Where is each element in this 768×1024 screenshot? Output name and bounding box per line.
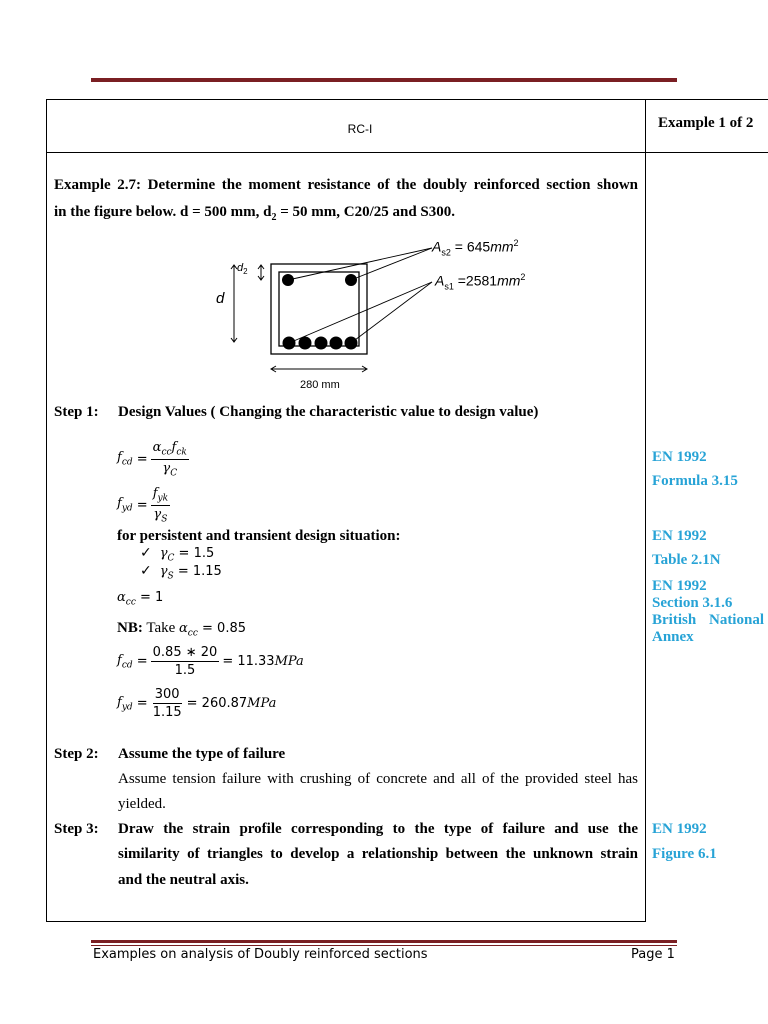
as1-label: $A_{s1} =2581mm^2$ <box>435 272 526 292</box>
footer-rule-thin <box>91 945 677 946</box>
ref-en1992-3: EN 1992 <box>652 578 707 594</box>
gamma-c-item: ✓ $\gamma_C = 1.5$ <box>140 545 215 564</box>
step1-title: Design Values ( Changing the characteristic value to design value) <box>118 404 539 420</box>
ref-british-national: British National <box>652 612 764 628</box>
ref-formula-3-15: Formula 3.15 <box>652 473 738 489</box>
table-border-mid <box>645 99 646 922</box>
page-number: Page 1 <box>631 947 675 962</box>
as2-label: $A_{s2} = 645mm^2$ <box>432 238 519 258</box>
step2-line1: Assume tension failure with crushing of concrete and all of the provided steel has <box>118 771 638 787</box>
check-icon: ✓ <box>140 563 152 579</box>
fyd-formula: $f_{yd}$ = $\frac{f_{yk}}{\gamma_S}$ <box>117 486 169 525</box>
alpha-line: $\alpha_{cc} = 1$ <box>117 590 164 608</box>
ref-en1992-2: EN 1992 <box>652 528 707 544</box>
nb-line: NB: Take $\alpha_{cc} = 0.85$ <box>117 620 246 639</box>
intro-line1: Example 2.7: Determine the moment resistance of the doubly reinforced section shown <box>54 177 638 193</box>
bottom-bar <box>315 337 328 350</box>
width-label: 280 mm <box>300 379 340 391</box>
table-border-left <box>46 99 47 922</box>
header-center-label: RC-I <box>347 122 373 136</box>
step2-title: Assume the type of failure <box>118 746 286 762</box>
step2-label: Step 2: <box>54 746 99 762</box>
check-icon: ✓ <box>140 545 152 561</box>
persistent-line: for persistent and transient design situation: <box>117 528 401 544</box>
step3-line2: similarity of triangles to develop a relationship between the unknown strain <box>118 846 638 862</box>
fyd-calculation: $f_{yd}$ = $\frac{300}{1.15}$ = 260.87 MPa <box>117 687 277 720</box>
ref-figure-6-1: Figure 6.1 <box>652 846 717 862</box>
header-rule <box>91 78 677 82</box>
ref-en1992-1: EN 1992 <box>652 449 707 465</box>
table-border-header <box>46 152 768 153</box>
bottom-bar <box>330 337 343 350</box>
table-border-top <box>46 99 768 100</box>
step3-line3: and the neutral axis. <box>118 872 249 888</box>
footer-rule-thick <box>91 940 677 943</box>
ref-section-3-1-6: Section 3.1.6 <box>652 595 733 611</box>
step2-line2: yielded. <box>118 796 166 812</box>
fcd-formula: $f_{cd}$ = $\frac{\alpha_{cc}f_{ck}}{\gamma_C}$ <box>117 440 187 479</box>
footer-title: Examples on analysis of Doubly reinforced sections <box>93 947 428 962</box>
d-label: d <box>216 290 225 307</box>
intro-line2: in the figure below. d = 500 mm, $d_2 = 50$ mm, C20/25 and S300. <box>54 204 456 223</box>
step3-line1: Draw the strain profile corresponding to the type of failure and use the <box>118 821 638 837</box>
header-example-count: Example 1 of 2 <box>658 115 754 131</box>
d2-label: $d_2$ <box>237 262 248 277</box>
fcd-calculation: $f_{cd}$ = $\frac{0.85 ∗ 20}{1.5}$ = 11.33 MPa <box>117 645 304 678</box>
step3-label: Step 3: <box>54 821 99 837</box>
step1-label: Step 1: <box>54 404 99 420</box>
ref-en1992-4: EN 1992 <box>652 821 707 837</box>
table-border-bottom <box>46 921 646 922</box>
ref-table-2-1n: Table 2.1N <box>652 552 721 568</box>
gamma-s-item: ✓ $\gamma_S = 1.15$ <box>140 563 222 582</box>
ref-annex: Annex <box>652 629 694 645</box>
